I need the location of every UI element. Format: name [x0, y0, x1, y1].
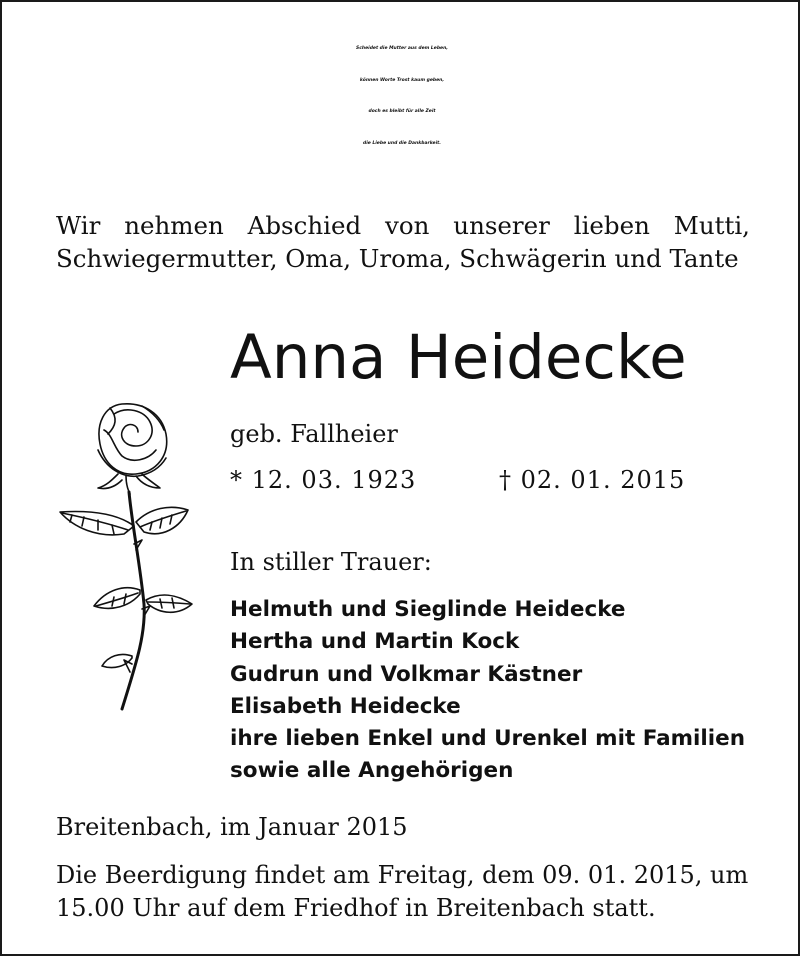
- poem-line: doch es bleibt für alle Zeit: [368, 109, 436, 114]
- mourning-heading: In stiller Trauer:: [230, 548, 432, 576]
- intro-word: unserer: [453, 211, 550, 240]
- intro-word: Wir: [56, 211, 101, 240]
- birth-date: * 12. 03. 1923: [230, 466, 417, 494]
- intro-text: [56, 209, 750, 275]
- maiden-name: geb. Fallheier: [230, 420, 398, 448]
- death-date: † 02. 01. 2015: [499, 466, 686, 494]
- mourner-name: sowie alle Angehörigen: [230, 758, 514, 784]
- poem-line: Scheidet die Mutter aus dem Leben,: [355, 46, 449, 51]
- rose-icon: [52, 394, 197, 724]
- mourner-name: Elisabeth Heidecke: [230, 693, 461, 719]
- intro-word: von: [385, 211, 430, 240]
- intro-line-2: Schwiegermutter, Oma, Uroma, Schwägerin und Tante: [56, 244, 739, 273]
- poem-line: die Liebe und die Dankbarkeit.: [363, 140, 441, 146]
- mourner-name: Gudrun und Volkmar Kästner: [230, 661, 583, 687]
- mourner-name: ihre lieben Enkel und Urenkel mit Familien: [230, 726, 746, 752]
- place-date: Breitenbach, im Januar 2015: [56, 813, 408, 841]
- poem-line: können Worte Trost kaum geben,: [359, 77, 445, 83]
- intro-word: lieben: [573, 211, 650, 240]
- mourners-list: [230, 594, 745, 788]
- poem: [2, 33, 800, 159]
- intro-line-1: [56, 209, 750, 242]
- funeral-line: Die Beerdigung findet am Freitag, dem 09. 01. 2015, um: [56, 861, 749, 889]
- deceased-name: Anna Heidecke: [230, 322, 687, 393]
- mourner-name: Helmuth und Sieglinde Heidecke: [230, 597, 626, 622]
- intro-word: Abschied: [247, 211, 362, 240]
- funeral-line: 15.00 Uhr auf dem Friedhof in Breitenbach statt.: [56, 894, 656, 922]
- mourner-name: Hertha und Martin Kock: [230, 629, 520, 655]
- intro-word: Mutti,: [673, 211, 750, 240]
- funeral-notice: [56, 859, 756, 925]
- intro-word: nehmen: [124, 211, 224, 240]
